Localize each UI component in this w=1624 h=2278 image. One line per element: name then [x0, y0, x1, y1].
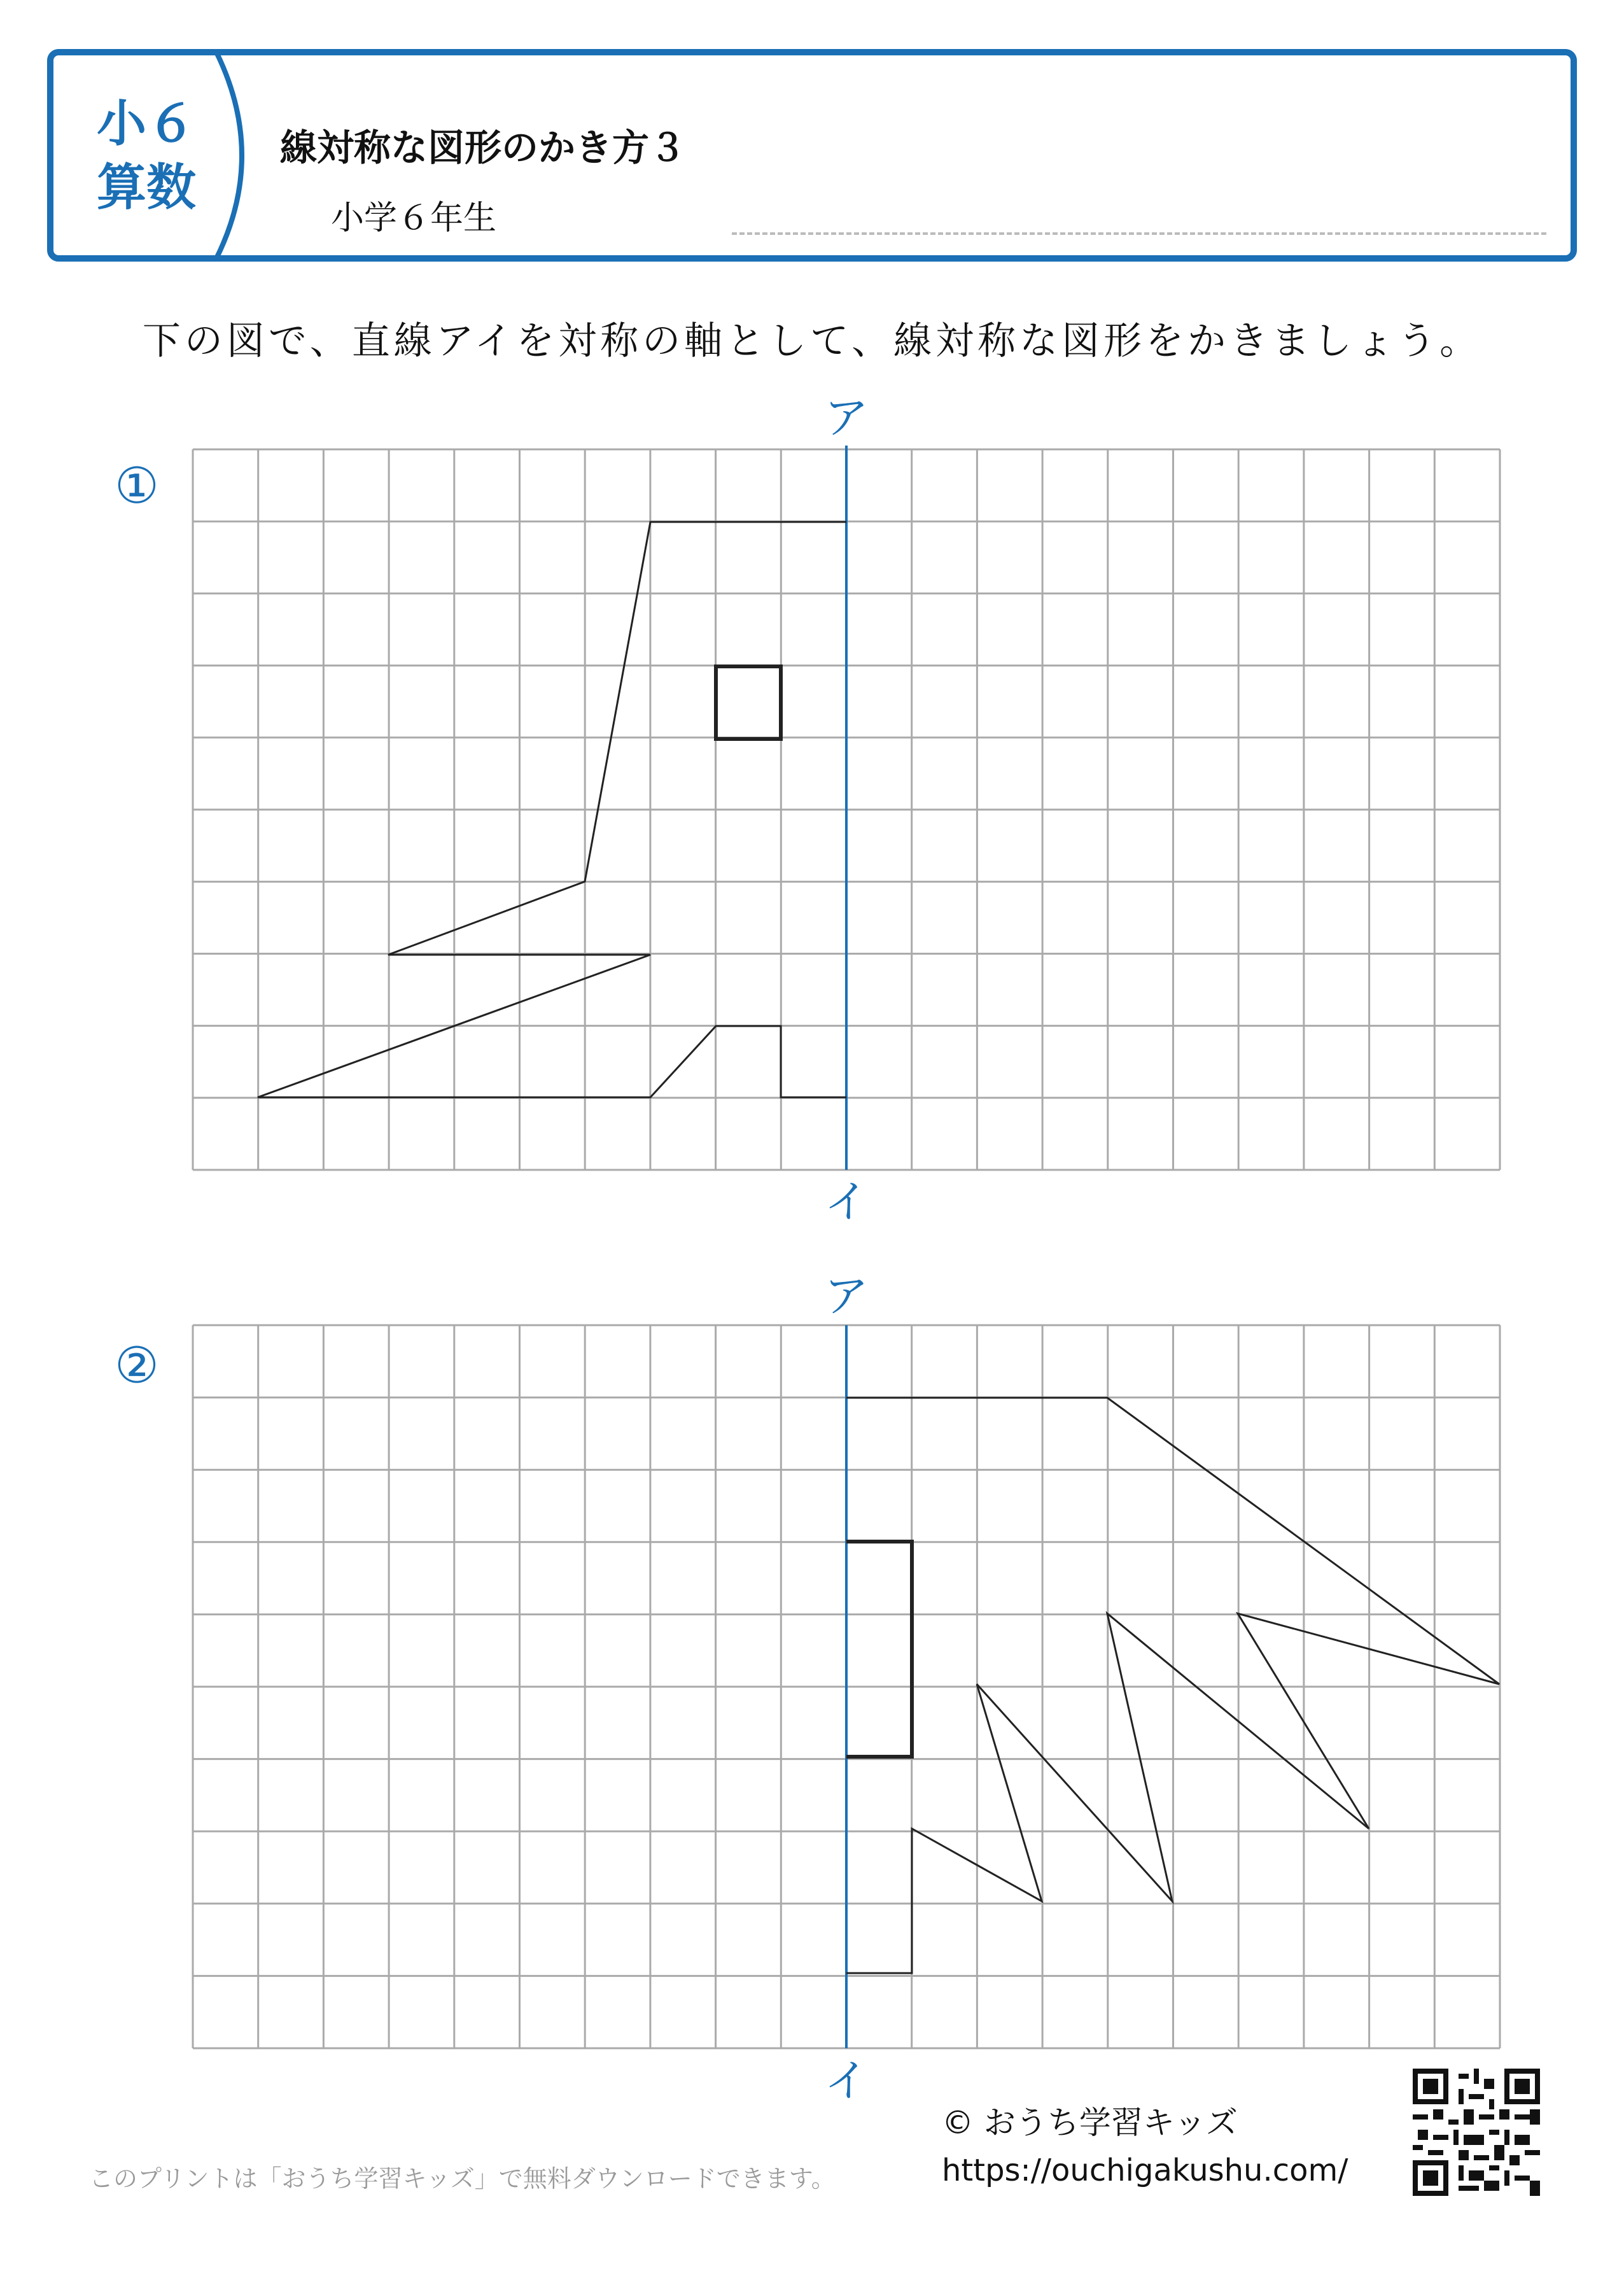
problem-number-1: ① [115, 458, 159, 515]
qr-code-icon[interactable] [1413, 2069, 1540, 2196]
instruction-text: 下の図で、直線アイを対称の軸として、線対称な図形をかきましょう。 [142, 319, 1482, 363]
problem-number-2: ② [115, 1337, 159, 1395]
copyright: © おうち学習キッズ [942, 2104, 1238, 2141]
site-url[interactable]: https://ouchigakushu.com/ [942, 2153, 1348, 2188]
axis-bottom-label-1: イ [824, 1176, 869, 1228]
grade-badge: 小６ [96, 95, 196, 153]
axis-top-label-1: ア [824, 391, 869, 444]
page-title: 線対称な図形のかき方３ [280, 126, 687, 169]
grade-label: 小学６年生 [331, 199, 497, 237]
axis-top-label-2: ア [824, 1270, 869, 1322]
axis-bottom-label-2: イ [824, 2055, 869, 2107]
subject-label: 算数 [96, 159, 196, 216]
bracket-2 [846, 1542, 912, 1757]
download-notice: このプリントは「おうち学習キッズ」で無料ダウンロードできます。 [89, 2165, 836, 2193]
